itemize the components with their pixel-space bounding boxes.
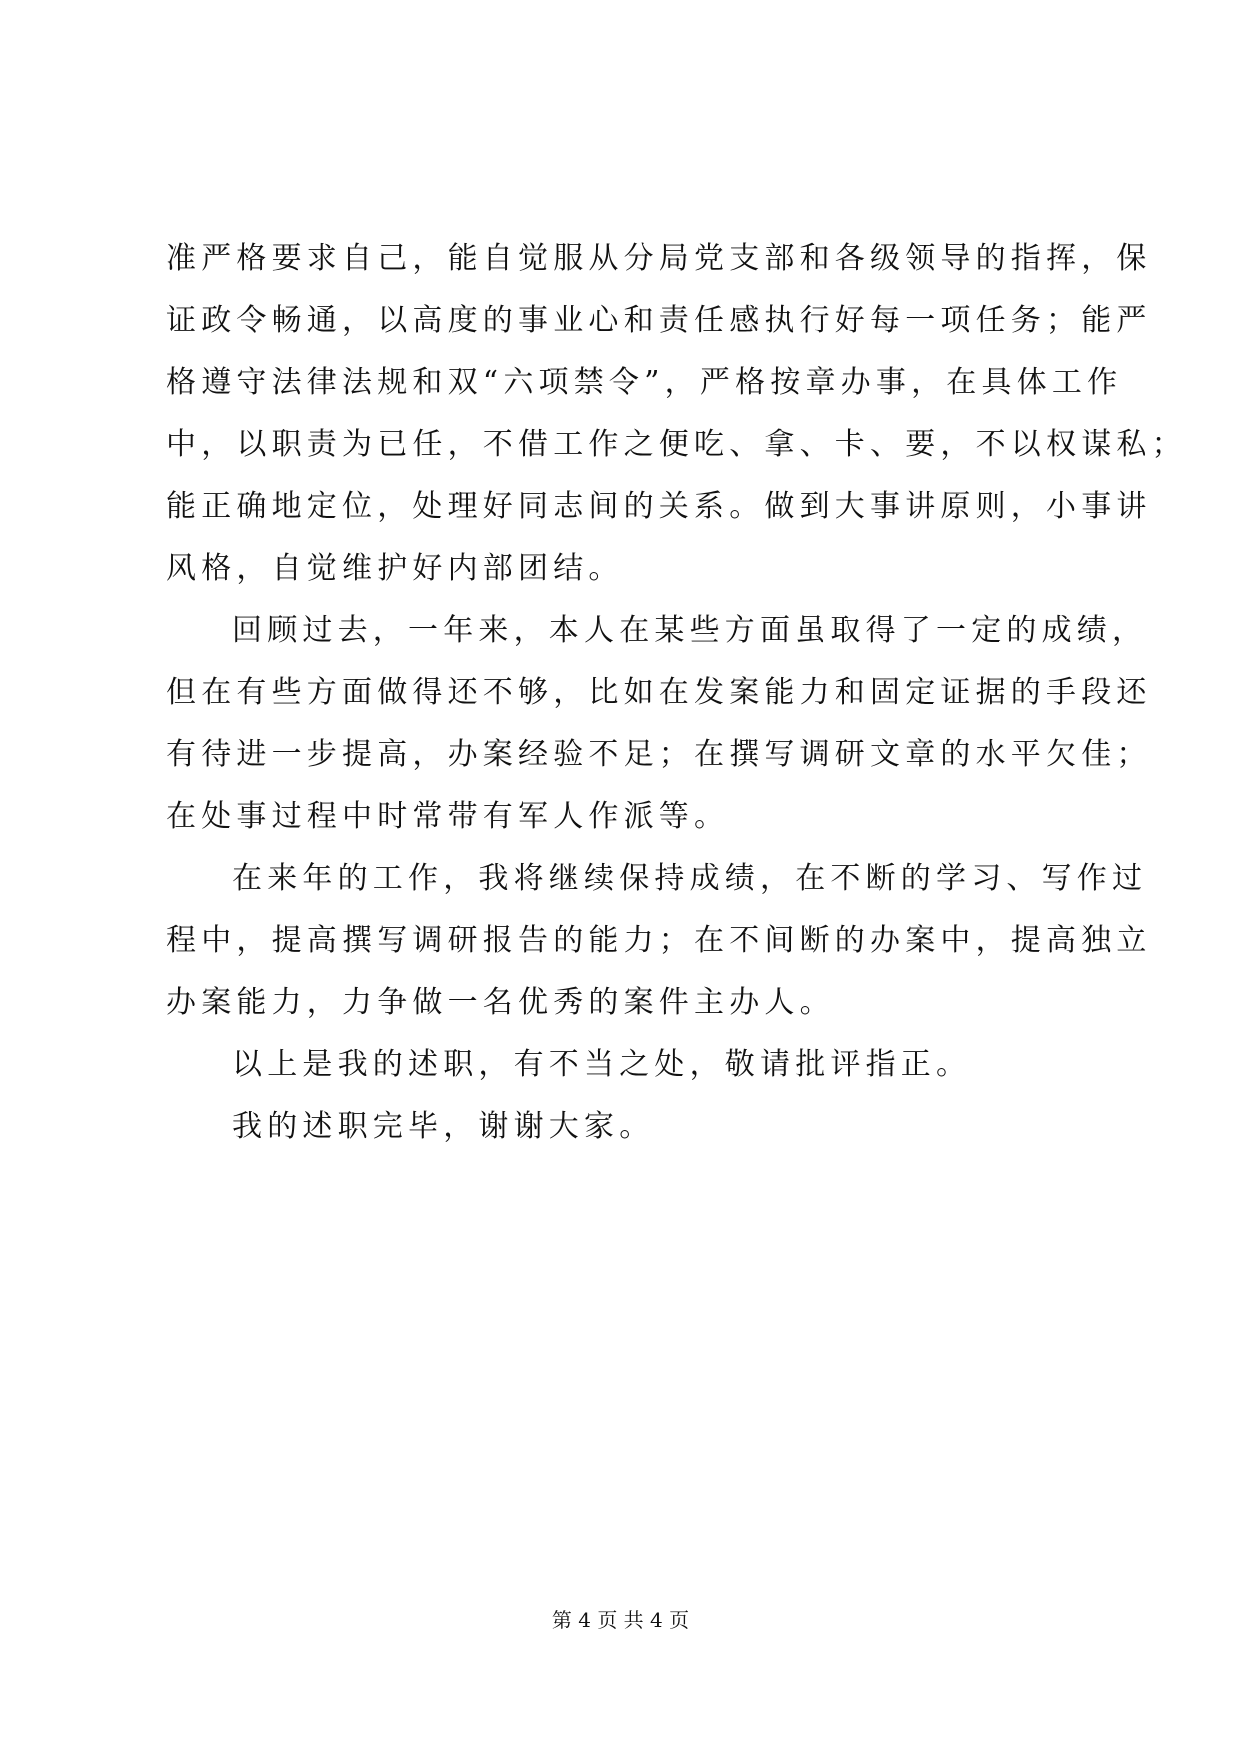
text-line: 但在有些方面做得还不够，比如在发案能力和固定证据的手段还 [166, 675, 1152, 710]
text-line: 风格，自觉维护好内部团结。 [166, 551, 624, 586]
page-number-footer: 第 4 页 共 4 页 [551, 1608, 690, 1632]
text-line: 以上是我的述职，有不当之处，敬请批评指正。 [232, 1047, 972, 1082]
text-line: 在来年的工作，我将继续保持成绩，在不断的学习、写作过 [232, 861, 1148, 896]
text-line: 在处事过程中时常带有军人作派等。 [166, 799, 730, 834]
text-line: 格遵守法律法规和双“六项禁令”，严格按章办事，在具体工作 [166, 365, 1123, 400]
text-line: 证政令畅通，以高度的事业心和责任感执行好每一项任务；能严 [166, 303, 1152, 338]
text-line: 有待进一步提高，办案经验不足；在撰写调研文章的水平欠佳； [166, 737, 1152, 772]
paragraph-4 [166, 1034, 1074, 1096]
paragraph-1 [166, 228, 1187, 600]
paragraph-2 [166, 600, 1152, 848]
text-line: 办案能力，力争做一名优秀的案件主办人。 [166, 985, 835, 1020]
text-line: 回顾过去，一年来，本人在某些方面虽取得了一定的成绩， [232, 613, 1148, 648]
text-line: 我的述职完毕，谢谢大家。 [232, 1109, 655, 1144]
text-line: 准严格要求自己，能自觉服从分局党支部和各级领导的指挥，保 [166, 241, 1152, 276]
text-line: 程中，提高撰写调研报告的能力；在不间断的办案中，提高独立 [166, 923, 1152, 958]
text-line: 中，以职责为已任，不借工作之便吃、拿、卡、要，不以权谋私； [166, 427, 1187, 462]
paragraph-5 [166, 1096, 1074, 1158]
text-line: 能正确地定位，处理好同志间的关系。做到大事讲原则，小事讲 [166, 489, 1152, 524]
paragraph-3 [166, 848, 1152, 1034]
document-body [166, 228, 1187, 1158]
